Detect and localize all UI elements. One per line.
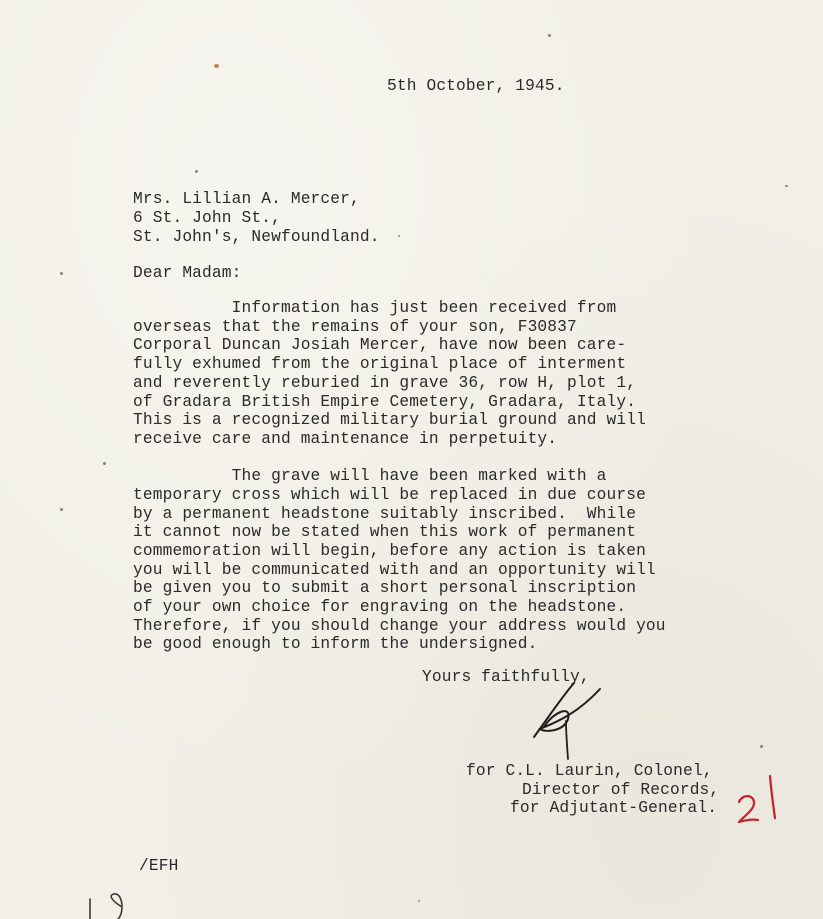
body-line: temporary cross which will be replaced in due course [133, 486, 646, 504]
body-line: overseas that the remains of your son, F30837 [133, 318, 577, 336]
body-line: by a permanent headstone suitably inscribed. While [133, 505, 637, 523]
paper-fleck [60, 508, 63, 511]
signature-scribble [510, 675, 620, 765]
body-line: and reverently reburied in grave 36, row H, plot 1, [133, 374, 637, 392]
signature-line: for Adjutant-General. [510, 799, 718, 817]
body-line: Information has just been received from [133, 299, 617, 317]
paper-fleck [418, 900, 420, 902]
paper-fleck [214, 64, 219, 68]
body-line: receive care and maintenance in perpetuity. [133, 430, 558, 448]
bottom-handwritten-mark [82, 893, 132, 919]
recipient-line: 6 St. John St., [133, 209, 281, 227]
body-line: be given you to submit a short personal inscription [133, 579, 637, 597]
body-line: This is a recognized military burial ground and will [133, 411, 646, 429]
body-line: be good enough to inform the undersigned. [133, 635, 538, 653]
signature-line: for C.L. Laurin, Colonel, [466, 762, 713, 780]
salutation: Dear Madam: [133, 264, 242, 282]
closing: Yours faithfully, [422, 668, 590, 686]
body-line: Corporal Duncan Josiah Mercer, have now been care- [133, 336, 627, 354]
body-line: it cannot now be stated when this work of permanent [133, 523, 637, 541]
body-line: of Gradara British Empire Cemetery, Gradara, Italy. [133, 393, 637, 411]
paper-fleck [548, 34, 551, 37]
signature-line: Director of Records, [522, 781, 720, 799]
recipient-line: St. John's, Newfoundland. [133, 228, 380, 246]
body-line: fully exhumed from the original place of interment [133, 355, 627, 373]
recipient-line: Mrs. Lillian A. Mercer, [133, 190, 360, 208]
letter-date: 5th October, 1945. [387, 77, 565, 95]
paper-fleck [60, 272, 63, 275]
typist-initials: /EFH [139, 857, 179, 875]
paper-fleck [398, 235, 400, 237]
paper-fleck [195, 170, 198, 173]
red-page-number-mark [734, 772, 784, 826]
body-line: commemoration will begin, before any action is taken [133, 542, 646, 560]
body-line: of your own choice for engraving on the headstone. [133, 598, 627, 616]
paper-fleck [103, 462, 106, 465]
body-line: you will be communicated with and an opportunity will [133, 561, 656, 579]
body-line: The grave will have been marked with a [133, 467, 607, 485]
paper-fleck [760, 745, 763, 748]
paper-fleck [785, 185, 788, 187]
body-line: Therefore, if you should change your address would you [133, 617, 666, 635]
